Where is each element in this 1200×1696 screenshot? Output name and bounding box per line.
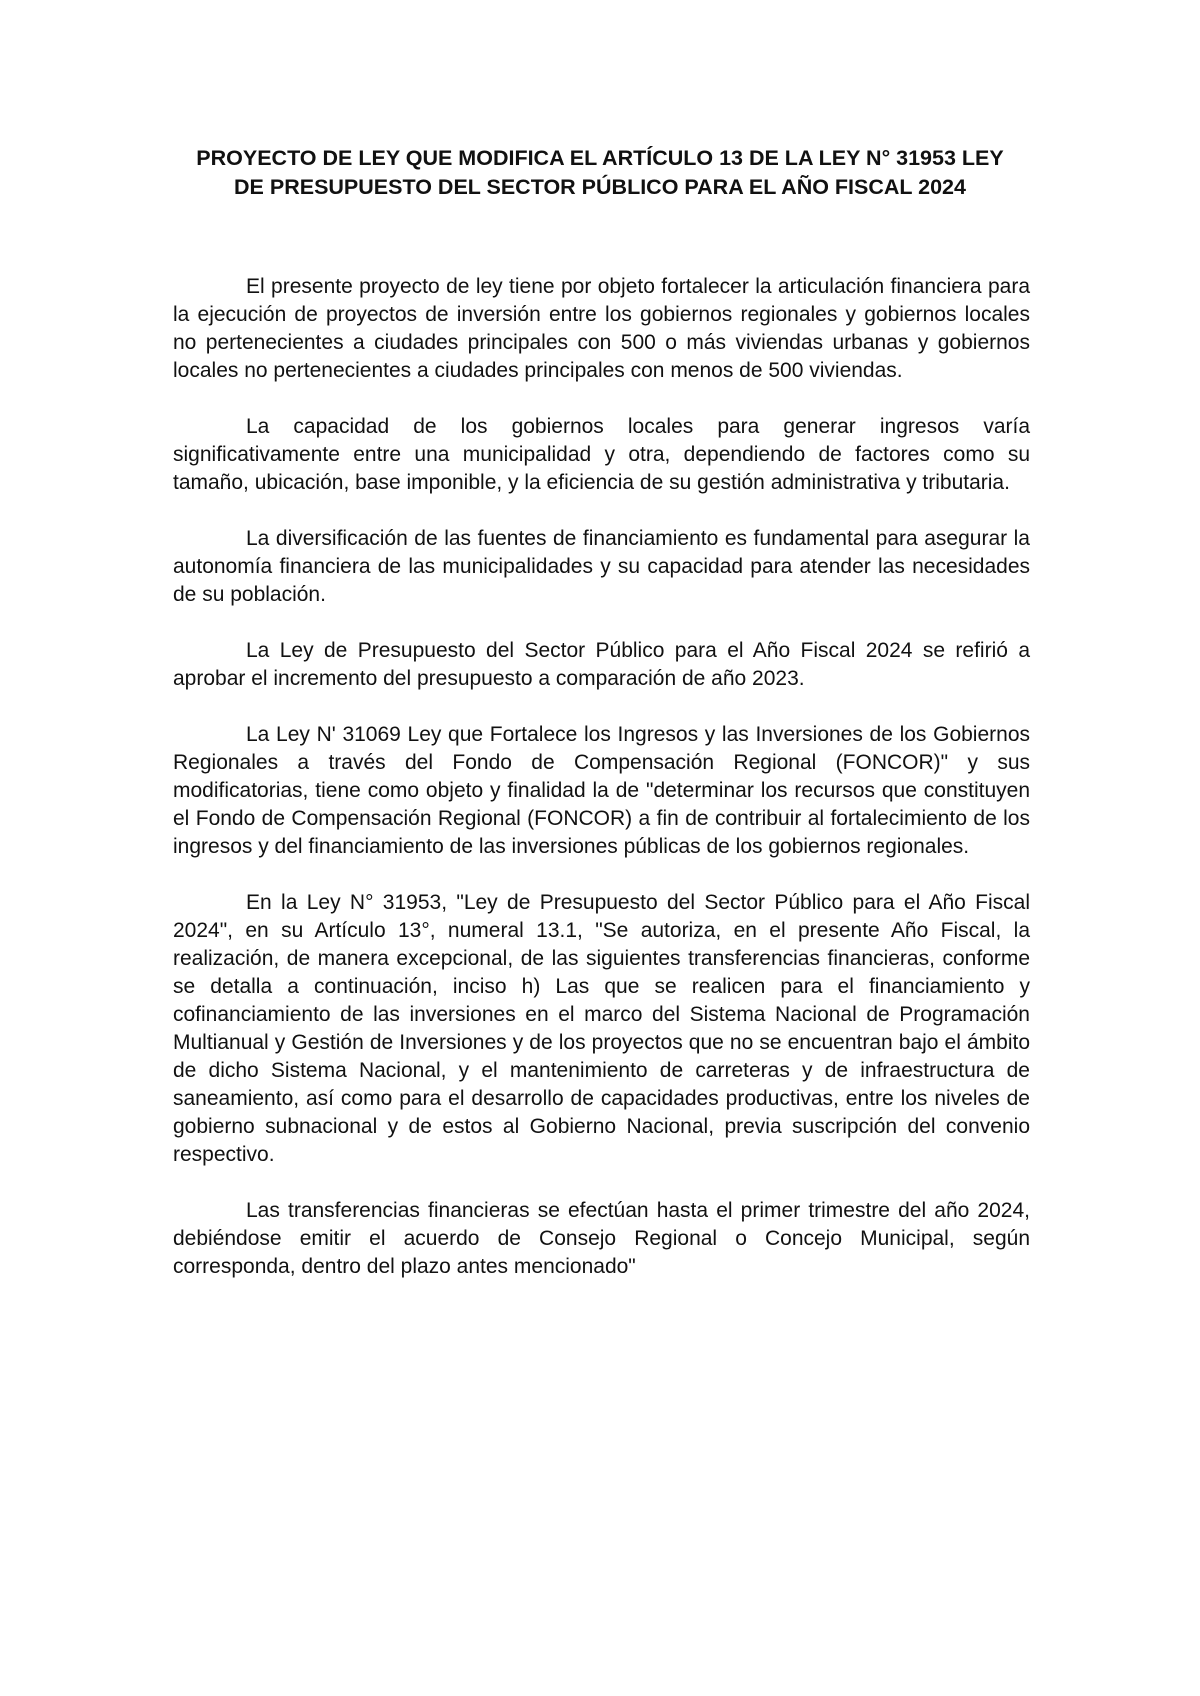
- document-title: PROYECTO DE LEY QUE MODIFICA EL ARTÍCULO 13 DE LA LEY N° 31953 LEY DE PRESUPUESTO DEL SECTOR PÚBLICO PARA EL AÑO FISCAL 2024: [196, 146, 1004, 199]
- paragraph-ley-31069: La Ley N' 31069 Ley que Fortalece los Ingresos y las Inversiones de los Gobiernos Regionales a través del Fondo de Compensación Regional (FONCOR)" y sus modificatorias, tiene como objeto y finalidad la de "determinar los recursos que constituyen el Fondo de Compensación Regional (FONCOR) a fin de contribuir al fortalecimiento de los ingresos y del financiamiento de las inversiones públicas de los gobiernos regionales.: [173, 723, 1030, 858]
- document-body: [173, 273, 1030, 1309]
- paragraph-ley-31953: En la Ley N° 31953, "Ley de Presupuesto del Sector Público para el Año Fiscal 2024", en su Artículo 13°, numeral 13.1, "Se autoriza, en el presente Año Fiscal, la realización, de manera excepcional, de las siguientes transferencias financieras, conforme se detalla a continuación, inciso h) Las que se realicen para el financiamiento y cofinanciamiento de las inversiones en el marco del Sistema Nacional de Programación Multianual y Gestión de Inversiones y de los proyectos que no se encuentran bajo el ámbito de dicho Sistema Nacional, y el mantenimiento de carreteras y de infraestructura de saneamiento, así como para el desarrollo de capacidades productivas, entre los niveles de gobierno subnacional y de estos al Gobierno Nacional, previa suscripción del convenio respectivo.: [173, 891, 1030, 1166]
- paragraph-capacidad: La capacidad de los gobiernos locales para generar ingresos varía significativamente entre una municipalidad y otra, dependiendo de factores como su tamaño, ubicación, base imponible, y la eficiencia de su gestión administrativa y tributaria.: [173, 415, 1030, 494]
- paragraph-diversificacion: La diversificación de las fuentes de financiamiento es fundamental para asegurar la autonomía financiera de las municipalidades y su capacidad para atender las necesidades de su población.: [173, 527, 1030, 606]
- paragraph-transferencias: Las transferencias financieras se efectúan hasta el primer trimestre del año 2024, debiéndose emitir el acuerdo de Consejo Regional o Concejo Municipal, según corresponda, dentro del plazo antes mencionado": [173, 1199, 1030, 1278]
- paragraph-ley-presupuesto: La Ley de Presupuesto del Sector Público para el Año Fiscal 2024 se refirió a aprobar el incremento del presupuesto a comparación de año 2023.: [173, 639, 1030, 690]
- paragraph-objeto: El presente proyecto de ley tiene por objeto fortalecer la articulación financiera para la ejecución de proyectos de inversión entre los gobiernos regionales y gobiernos locales no pertenecientes a ciudades principales con 500 o más viviendas urbanas y gobiernos locales no pertenecientes a ciudades principales con menos de 500 viviendas.: [173, 275, 1030, 382]
